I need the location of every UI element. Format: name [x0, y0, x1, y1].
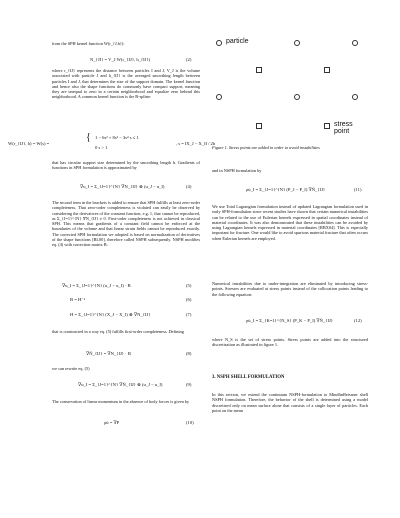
paragraph-completeness: The second term in the brackets is added to ensure that SPH fulfills at least zero-order completeness. That zero-order completeness is violated can easily be observed by considering the derivatives of the constant function, e.g. 1, that cannot be reproduced, as Σ_{J=1}^{N} ∇N_{IJ} ≠ 0. First-order completeness is not achieved in classical SPH. This means that gradients of a constant field cannot be enforced at the boundaries of the volume and that linear strain fields cannot be reproduced exactly. The corrected SPH formulation we adopted is based on normalization of derivatives of the shape functions [BL00], therefore called NSPH subsequently. NSPH modifies eq. (4) with correction matrix B: [52, 200, 200, 248]
section-heading: 3. NSPH SHELL FORMULATION [212, 375, 285, 380]
paragraph-stress-set: where N_S is the set of stress points. Stress points are added into the structured discretization as illustrated in figure 1. [212, 337, 368, 348]
particle-circle [294, 40, 300, 46]
bspline-row-2: 0 s > 1 [95, 145, 108, 150]
stress-point-square [256, 67, 262, 73]
equation-10: ρü = ∇P [104, 420, 120, 425]
particle-circle [216, 40, 222, 46]
equation-12-number: (12) [354, 318, 362, 323]
figure-caption: Figure 1. Stress points are added in order to avoid instabilities [212, 145, 320, 150]
equation-7: H = Σ_{J=1}^{N} (X_J − X_I) ⊗ ∇N_{IJ} [70, 312, 151, 317]
equation-8: ∇Ñ_{IJ} = ∇N_{IJ} · B [86, 351, 131, 356]
equation-2-number: (2) [186, 57, 192, 62]
particle-circle [352, 94, 358, 100]
equation-7-number: (7) [186, 312, 192, 317]
legend-stress-point: stress point [334, 121, 353, 135]
paragraph-lagrangian: We use Total Lagrangian formulation instead of updated Lagrangian formulation used in early SPH-formulation since recent studies have shown that certain numerical instabilities can be related to the use of Eulerian kernels expressed in spatial coordinates instead of material coordinates. It was also demonstrated that these instabilities can be avoided by using Lagrangian kernels expressed in material coordinates [RBX04]. This is especially important for fracture. One would like to avoid spurious material fracture that often occurs when Eulerian kernels are employed. [212, 204, 368, 241]
equation-5: ∇u_I = Σ_{J=1}^{N} (u_J − u_I) · B [62, 283, 131, 288]
paragraph-kernel: where r_{IJ} represents the distance between particles I and J, V_J is the volume associated with particle J and h_{IJ} is the averaged smoothing length between particles I and J, that determines the size of the support domain. The kernel function and hence also the shape functions do commonly have compact support, meaning they are unequal to zero in a certain neighborhood and equalize zero behind this neighborhood. A common kernel function is the B-spline: [52, 68, 200, 100]
equation-4-number: (4) [186, 184, 192, 189]
bspline-lhs: W(r_{IJ}, h) = W(s) = [8, 141, 50, 146]
bspline-row-1: 1 − 6s² + 8s³ − 3s⁴ s ≤ 1 [95, 135, 139, 140]
equation-10-number: (10) [186, 420, 194, 425]
paragraph-rewrite: we can rewrite eq. (5) [52, 366, 90, 371]
stress-point-square [324, 123, 330, 129]
particle-circle [294, 94, 300, 100]
paragraph-gradients: that has circular support size determined by the smoothing length h. Gradients of functions in SPH formulation is approximated by [52, 160, 200, 171]
paragraph-nsph-intro: and in NSPH formulation by [212, 168, 262, 173]
stress-point-square [324, 67, 330, 73]
paragraph-momentum: The conservation of linear momentum in the absence of body forces is given by [52, 399, 190, 404]
equation-11-number: (11) [354, 187, 362, 192]
equation-9: ∇u_I = Σ_{J=1}^{N} ∇Ñ_{IJ} ⊗ (u_J − u_I) [78, 382, 163, 387]
equation-11: ρü_I = Σ_{J=1}^{N} (P_J − P_I) ∇Ñ_{IJ} [246, 187, 326, 192]
figure-stress-points [212, 32, 368, 142]
bspline-brace: { [86, 132, 91, 143]
stress-point-square [256, 123, 262, 129]
legend-particle: particle [226, 38, 249, 45]
equation-2: N_{JI} = V_J W(r_{IJ}, h_{IJ}) [90, 57, 151, 62]
equation-6-number: (6) [186, 297, 192, 302]
equation-6: B = H⁻¹ [70, 297, 86, 302]
particle-circle [216, 94, 222, 100]
particle-circle [352, 40, 358, 46]
paragraph-defining: that is constructed in a way eq. (5) fulfills first-order completeness. Defining [52, 329, 184, 334]
intro-text: from the SPH kernel function W(r_{J,h}): [52, 41, 125, 46]
equation-9-number: (9) [186, 382, 192, 387]
equation-8-number: (8) [186, 351, 192, 356]
paragraph-stress-points: Numerical instabilities due to under-integration are eliminated by introducing stress-points. Stresses are evaluated at stress points instead of the collocation points leading to the following equation: [212, 281, 368, 297]
bspline-s-definition: , s = ‖X_J − X_I‖ / 2h [176, 141, 216, 146]
equation-4: ∇u_I = Σ_{J=1}^{N} ∇N_{IJ} ⊗ (u_J − u_I) [80, 184, 165, 189]
equation-5-number: (5) [186, 283, 192, 288]
paragraph-shell: In this section, we extend the continuum NSPH-formulation to MindlinReissner shell NSPH formulation. Therefore, the behavior of the shell is determined using a model discretized only on mean surface alone that consists of a single layer of particles. Each point on the mean [212, 392, 368, 413]
equation-12: ρü_I = Σ_{K=1}^{N_S} (P_K − P_I) ∇Ñ_{IJ} [246, 318, 333, 323]
